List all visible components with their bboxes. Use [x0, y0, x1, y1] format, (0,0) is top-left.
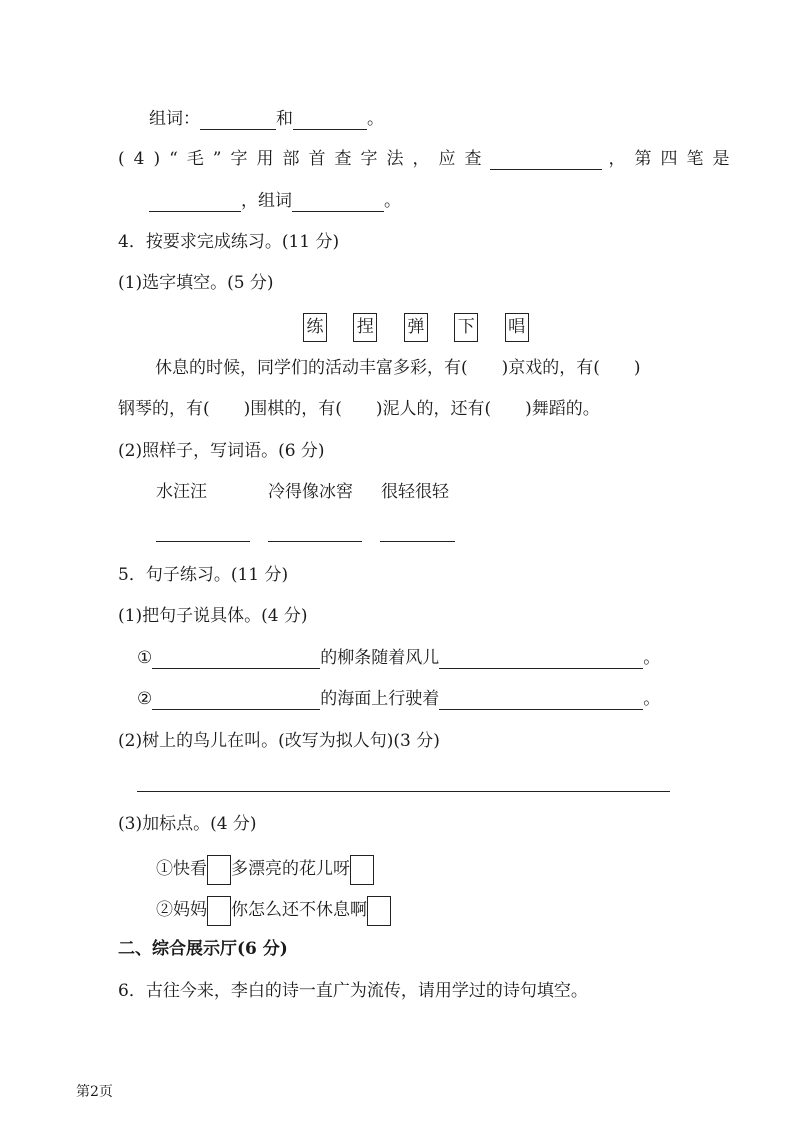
fill-in-paragraph-line-2: 钢琴的，有( )围棋的，有( )泥人的，还有( )舞蹈的。 [118, 399, 600, 419]
answer-line[interactable] [156, 541, 250, 542]
example-word: 很轻很轻 [381, 482, 449, 502]
question-4-title: 4．按要求完成练习。(11 分) [118, 232, 340, 252]
sentence-text: 多漂亮的花儿呀 [231, 859, 350, 879]
compose-words-line [149, 108, 384, 130]
sentence-text: ②妈妈 [156, 900, 207, 920]
question-text: ，组词 [241, 191, 292, 211]
answer-blank[interactable] [439, 651, 643, 669]
question-5-title: 5．句子练习。(11 分) [118, 565, 289, 585]
period-text: 。 [643, 689, 661, 709]
item-number: ② [137, 689, 153, 709]
period-text: 。 [384, 191, 401, 211]
question-text: ，第四笔是 [608, 149, 739, 169]
char-box: 下 [454, 313, 478, 342]
answer-blank[interactable] [292, 194, 384, 212]
answer-blank[interactable] [152, 651, 320, 669]
question-5-3-title: (3)加标点。(4 分) [118, 814, 257, 834]
char-box-row [303, 312, 529, 342]
question-5-1-title: (1)把句子说具体。(4 分) [118, 606, 308, 626]
answer-blank[interactable] [152, 692, 320, 710]
question-4-sub-4-line [118, 148, 738, 170]
sentence-text: ①快看 [156, 859, 207, 879]
punctuation-line-1 [156, 853, 374, 885]
answer-line[interactable] [268, 541, 362, 542]
char-box: 弹 [404, 313, 428, 342]
question-4-1-title: (1)选字填空。(5 分) [118, 273, 274, 293]
period-text: 。 [367, 109, 384, 129]
section-2-title: 二、综合展示厅(6 分) [118, 939, 288, 959]
question-4-sub-4-line-2 [149, 190, 401, 212]
item-number: ① [137, 648, 153, 668]
punctuation-box[interactable] [207, 855, 231, 885]
punctuation-line-2 [156, 894, 391, 926]
char-box: 捏 [353, 313, 377, 342]
punctuation-box[interactable] [207, 896, 231, 926]
sentence-text: 的柳条随着风儿 [320, 648, 440, 668]
question-text: (4)“毛”字用部首查字法，应查 [118, 149, 491, 169]
question-4-2-title: (2)照样子，写词语。(6 分) [118, 441, 325, 461]
compose-words-prefix: 组词： [149, 109, 200, 129]
sentence-expand-line-2 [137, 688, 660, 710]
answer-blank[interactable] [439, 692, 643, 710]
period-text: 。 [643, 648, 661, 668]
sentence-expand-line-1 [137, 647, 660, 669]
answer-blank[interactable] [200, 112, 276, 130]
sentence-text: 的海面上行驶着 [320, 689, 440, 709]
question-6-title: 6．古往今来，李白的诗一直广为流传，请用学过的诗句填空。 [118, 981, 588, 1001]
answer-line[interactable] [380, 541, 455, 542]
answer-line[interactable] [137, 791, 670, 792]
answer-blank[interactable] [490, 152, 602, 170]
answer-blank[interactable] [149, 194, 241, 212]
char-box: 练 [303, 313, 327, 342]
punctuation-box[interactable] [367, 896, 391, 926]
question-5-2-title: (2)树上的鸟儿在叫。(改写为拟人句)(3 分) [118, 731, 440, 751]
answer-blank[interactable] [293, 112, 367, 130]
page-number: 第2页 [76, 1084, 113, 1100]
sentence-text: 你怎么还不休息啊 [231, 900, 367, 920]
punctuation-box[interactable] [350, 855, 374, 885]
example-word: 冷得像冰窖 [268, 482, 353, 502]
char-box: 唱 [505, 313, 529, 342]
example-word: 水汪汪 [156, 482, 207, 502]
conjunction-text: 和 [276, 109, 293, 129]
fill-in-paragraph-line-1: 休息的时候，同学们的活动丰富多彩，有( )京戏的，有( ) [155, 358, 641, 378]
